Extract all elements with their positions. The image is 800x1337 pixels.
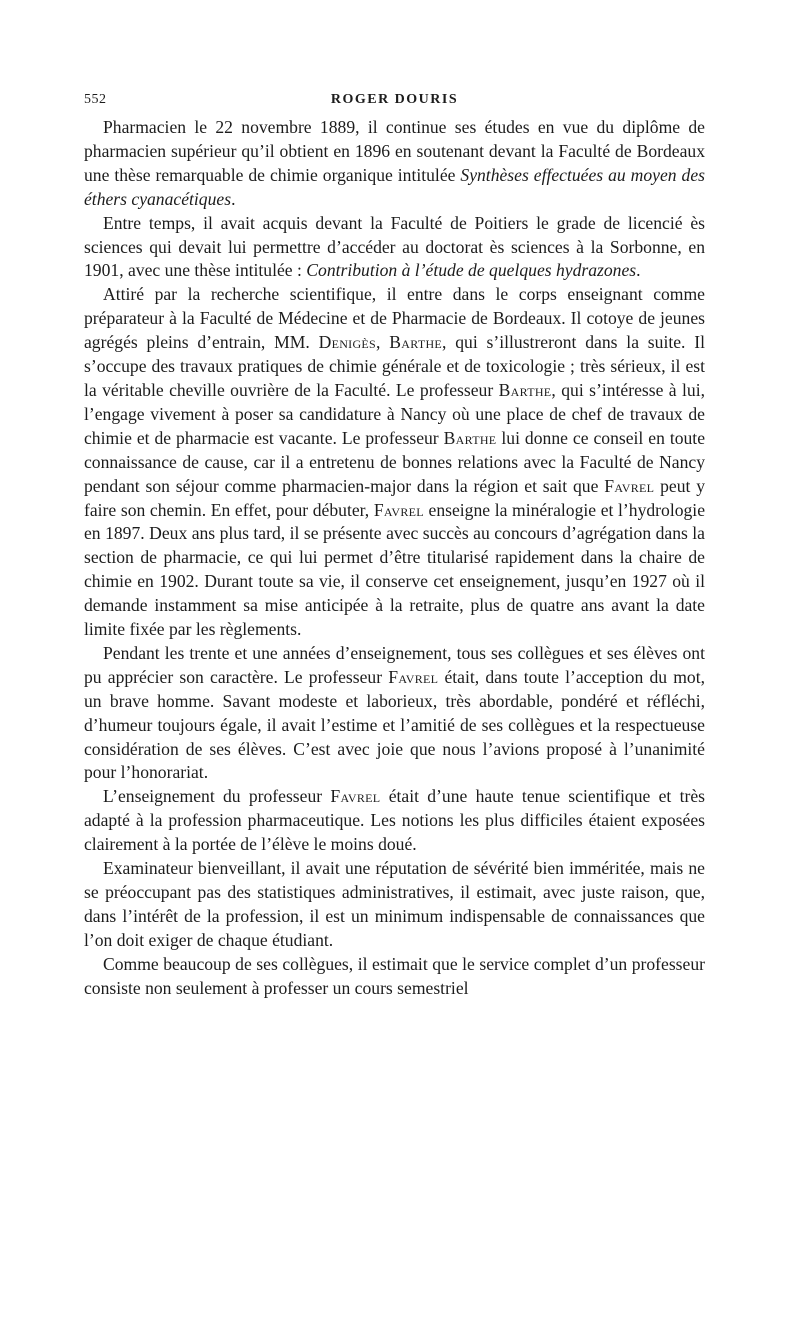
person-name: Favrel: [604, 475, 655, 496]
paragraph-4: [84, 642, 705, 785]
text-run: Examinateur bienveillant, il avait une réputation de sévérité bien imméritée, mais ne se préoccupant pas des statistiques administratives, il estimait, avec juste raison, que, dans l’intérêt de la profession, il est un minimum indispensable de connaissances que l’on doit exiger de chaque étudiant.: [84, 858, 705, 950]
text-run: Entre temps, il avait acquis devant la Faculté de Poitiers le grade de licencié ès sciences qui devait lui permettre d’accéder au doctorat ès sciences à la Sorbonne, en 1901, avec une thèse intitulée :: [84, 212, 705, 281]
paragraph-7: [84, 953, 705, 1001]
page-number: 552: [84, 92, 107, 107]
text-run: peut y faire son chemin. En effet, pour débuter,: [84, 475, 705, 520]
text-run: était d’une haute tenue scientifique et très adapté à la profession pharmaceutique. Les notions les plus difficiles étaient exposées clairement à la portée de l’élève le moins doué.: [84, 786, 705, 855]
paragraph-2: [84, 212, 705, 284]
text-run: , qui s’intéresse à lui, l’engage vivement à poser sa candidature à Nancy où une place de chef de travaux de chimie et de pharmacie est vacante. Le professeur: [84, 379, 706, 448]
text-run: Comme beaucoup de ses collègues, il estimait que le service complet d’un professeur consiste non seulement à professer un cours semestriel: [84, 953, 705, 998]
person-name: Barthe: [443, 427, 497, 448]
text-run: Pharmacien le 22 novembre 1889, il continue ses études en vue du diplôme de pharmacien supérieur qu’il obtient en 1896 en soutenant devant la Faculté de Bordeaux une thèse remarquable de chimie organique intitulée: [84, 117, 705, 185]
person-name: Favrel: [388, 666, 439, 687]
text-run: ,: [376, 332, 390, 353]
thesis-title-italic: Contribution à l’étude de quelques hydrazones: [306, 260, 637, 281]
book-page: [84, 88, 705, 1001]
body-text: [84, 116, 705, 1001]
page-header: [84, 88, 705, 116]
text-run: enseigne la minéralogie et l’hydrologie en 1897. Deux ans plus tard, il se présente avec succès au concours d’agrégation dans la section de pharmacie, ce qui lui permet d’être titularisé rapidement dans la chaire de chimie en 1902. Durant toute sa vie, il conserve cet enseignement, jusqu’en 1927 où il demande instamment sa mise anticipée à la retraite, plus de quatre ans avant la date limite fixée par les règlements.: [84, 499, 706, 640]
text-run: .: [231, 188, 236, 209]
person-name: Denigès: [318, 332, 377, 353]
text-run: .: [636, 260, 641, 281]
paragraph-3: [84, 283, 705, 642]
running-title: ROGER DOURIS: [330, 92, 459, 107]
person-name: Favrel: [330, 786, 381, 807]
text-run: lui donne ce conseil en toute connaissance de cause, car il a entretenu de bonnes relations avec la Faculté de Nancy pendant son séjour comme pharmacien-major dans la région et sait que: [84, 427, 706, 496]
person-name: Barthe: [498, 379, 552, 400]
text-run: L’enseignement du professeur: [103, 786, 331, 807]
paragraph-1: [84, 116, 705, 212]
paragraph-6: [84, 857, 705, 953]
text-run: Pendant les trente et une années d’enseignement, tous ses collègues et ses élèves ont pu apprécier son caractère. Le professeur: [84, 642, 705, 687]
text-run: était, dans toute l’acception du mot, un brave homme. Savant modeste et laborieux, très abordable, pondéré et réfléchi, d’humeur toujours égale, il avait l’estime et l’amitié de ses collègues et la respectueuse considération de ses élèves. C’est avec joie que nous l’avions proposé à l’unanimité pour l’honorariat.: [84, 666, 705, 783]
text-run: Attiré par la recherche scientifique, il entre dans le corps enseignant comme préparateur à la Faculté de Médecine et de Pharmacie de Bordeaux. Il cotoye de jeunes agrégés pleins d’entrain, MM.: [84, 284, 705, 353]
person-name: Favrel: [373, 499, 424, 520]
person-name: Barthe: [389, 332, 443, 353]
text-run: , qui s’illustreront dans la suite. Il s’occupe des travaux pratiques de chimie générale et de toxicologie ; très sérieux, il est la véritable cheville ouvrière de la Faculté. Le professeur: [84, 332, 705, 400]
paragraph-5: [84, 785, 705, 857]
thesis-title-italic: Synthèses effectuées au moyen des éthers cyanacétiques: [84, 164, 705, 209]
